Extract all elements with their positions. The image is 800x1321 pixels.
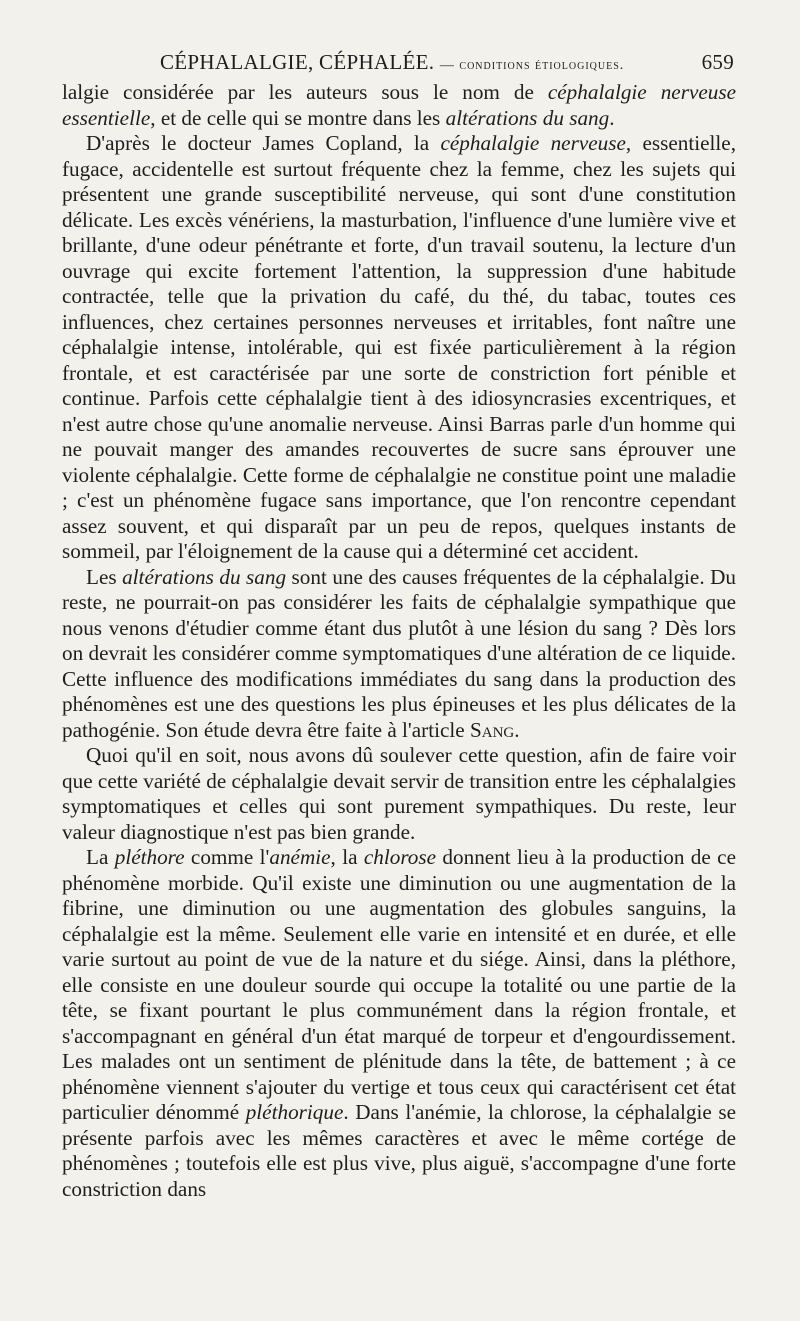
text-run: Quoi qu'il en soit, nous avons dû soulever cette question, afin de faire voir que cette variété de céphalalgie devait servir de transition entre les céphalalgies symptomatiques et celles qui sont purement sympathiques. Du reste, leur valeur diagnostique n'est pas bien grande. <box>62 743 736 844</box>
running-header <box>62 44 736 80</box>
text-run: sont une des causes fréquentes de la céphalalgie. Du reste, ne pourrait-on pas considérer les faits de céphalalgie sympathique que nous venons d'étudier comme étant dus plutôt à une lésion du sang ? Dès lors on devrait les considérer comme symptomatiques d'une altération de ce liquide. Cette influence des modifications immédiates du sang dans la production des phénomènes est une des questions les plus épineuses et les plus délicates de la pathogénie. Son étude devra être faite à l'article <box>62 564 737 742</box>
italic-term: pléthore <box>114 845 185 869</box>
paragraph <box>62 845 736 1202</box>
italic-term: altérations du sang <box>445 105 610 130</box>
text-run: , et de celle qui se montre dans les <box>150 105 446 130</box>
text-run: Les <box>86 564 123 589</box>
text-run: comme l' <box>184 845 270 869</box>
text-run: donnent lieu à la production de ce phénomène morbide. Qu'il existe une diminution ou une augmentation de la fibrine, une diminution ou une augmentation des globules sanguins, la céphalalgie est la même. Seulement elle varie en intensité et en durée, et elle varie surtout au point de vue de la nature et du siége. Ainsi, dans la pléthore, elle consiste en une douleur sourde qui occupe la totalité ou une partie de la tête, se fixant pourtant le plus communément dans la région frontale, et s'accompagnant en général d'un état marqué de torpeur et d'engourdissement. Les malades ont un sentiment de plénitude dans la tête, de battement ; à ce phénomène viennent s'ajouter du vertige et tous ceux qui caractérisent cet état particulier dénommé <box>62 845 736 1124</box>
page-number: 659 <box>701 50 734 74</box>
italic-term: altérations du sang <box>122 564 287 589</box>
text-run: . <box>514 717 520 742</box>
italic-term: pléthorique <box>245 1100 344 1124</box>
italic-term: anémie <box>269 845 331 869</box>
text-run: . <box>609 105 615 130</box>
text-run: , essentielle, fugace, accidentelle est surtout fréquente chez la femme, chez les sujets qui présentent une grande susceptibilité nerveuse, qui sont d'une constitution délicate. Les excès vénériens, la masturbation, l'influence d'une lumière vive et brillante, d'une odeur pénétrante et forte, d'un travail soutenu, la lecture d'un ouvrage qui excite fortement l'attention, la suppression d'une habitude contractée, telle que la privation du café, du thé, du tabac, toutes ces influences, chez certaines personnes nerveuses et irritables, font naître une céphalalgie intense, intolérable, qui est fixée particulièrement à la région frontale, et est caractérisée par une sorte de constriction fort pénible et continue. Parfois cette céphalalgie tient à des idiosyncrasies excentriques, et n'est autre chose qu'une anomalie nerveuse. Ainsi Barras parle d'un homme qui ne pouvait manger des amandes recouvertes de sucre sans éprouver une violente céphalalgie. Cette forme de céphalalgie ne constitue point une maladie ; c'est un phénomène fugace sans importance, que l'on rencontre cependant assez souvent, et qui disparaît par un peu de repos, quelques instants de sommeil, par l'éloignement de la cause qui a déterminé cet accident. <box>62 131 737 563</box>
text-run: . Dans l'anémie, la chlorose, la céphalalgie se présente parfois avec les mêmes caractères et avec le même cortége de phénomènes ; toutefois elle est plus vive, plus aiguë, s'accompagne d'une forte constriction dans <box>62 1100 736 1201</box>
paragraph <box>62 80 736 131</box>
running-title <box>160 50 624 75</box>
text-run: lalgie considérée par les auteurs sous le nom de <box>62 80 548 104</box>
small-caps-term: Sang <box>469 717 515 742</box>
text-run: La <box>86 845 115 869</box>
text-run: D'après le docteur James Copland, la <box>86 131 441 155</box>
italic-term: chlorose <box>363 845 437 869</box>
running-title-sub: — conditions étiologiques. <box>439 58 625 73</box>
body-text <box>62 80 736 1202</box>
text-run: , la <box>330 845 364 869</box>
running-title-main: CÉPHALALGIE, CÉPHALÉE. <box>160 50 435 74</box>
italic-term: céphalalgie nerveuse essentielle <box>62 80 736 130</box>
paragraph <box>62 565 736 744</box>
paragraph <box>62 743 736 845</box>
italic-term: céphalalgie nerveuse <box>440 131 626 155</box>
paragraph <box>62 131 736 565</box>
